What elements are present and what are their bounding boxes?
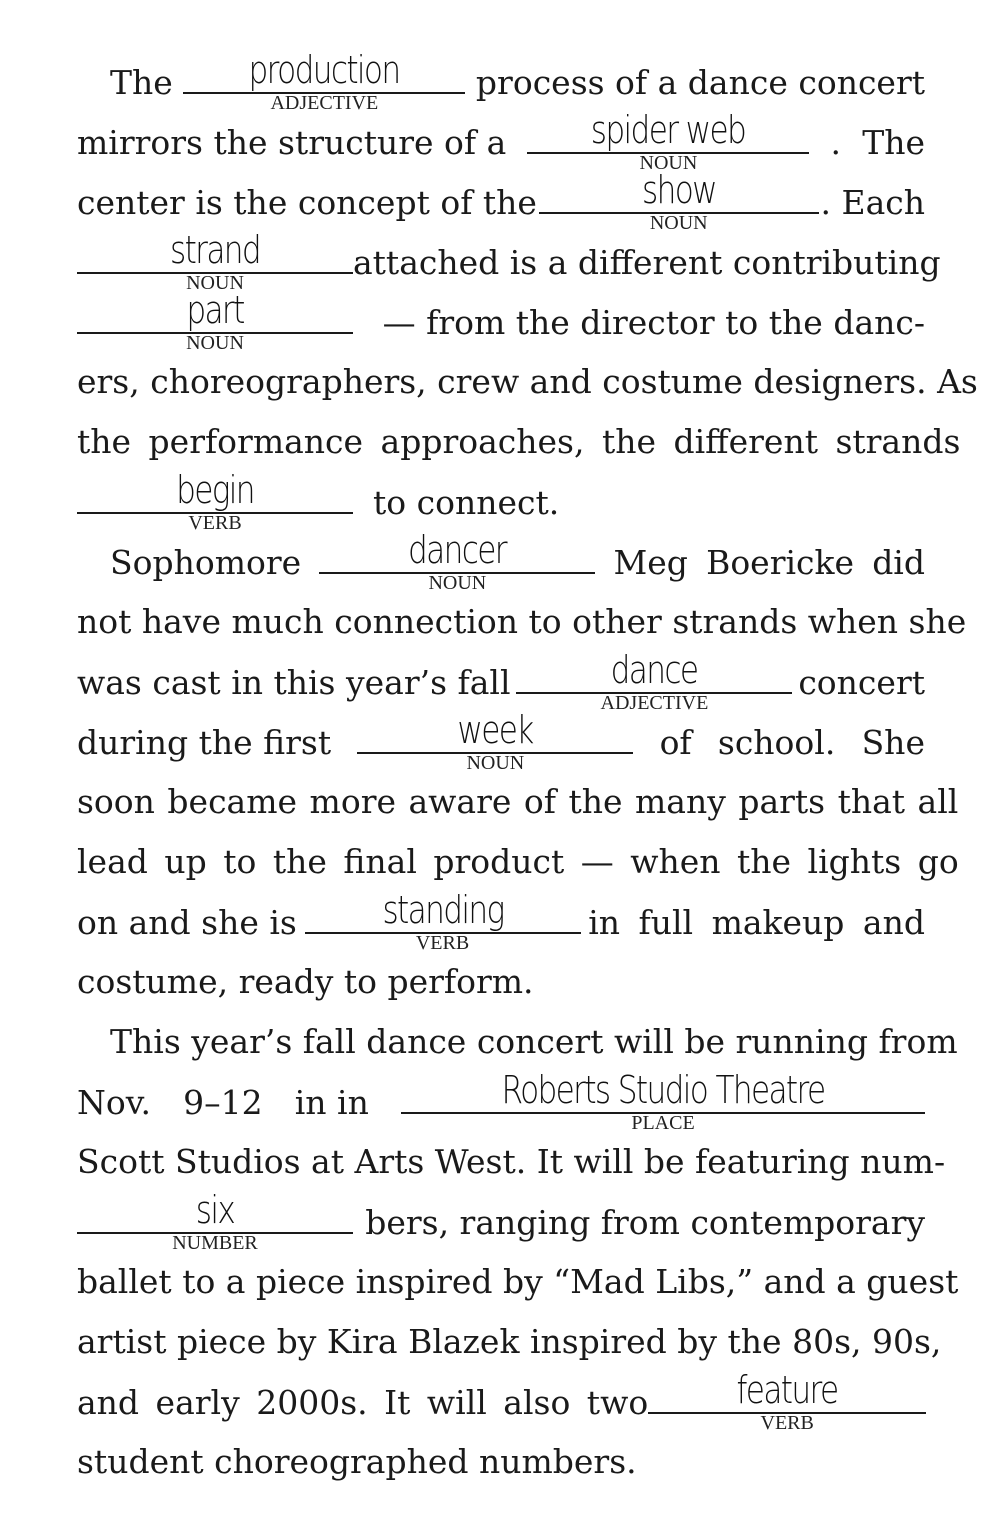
part-of-speech-label: ADJECTIVE	[600, 692, 709, 714]
part-of-speech-label: NUMBER	[172, 1232, 258, 1254]
handwritten-answer: show	[641, 168, 716, 212]
text-line	[77, 772, 959, 832]
text: This year’s fall dance concert will be running from	[110, 1022, 958, 1061]
text: student choreographed numbers.	[77, 1442, 637, 1481]
part-of-speech-label: NOUN	[639, 152, 698, 174]
text-line	[77, 352, 978, 412]
text: and early 2000s. It will also two	[77, 1383, 649, 1422]
text: — from the director to the danc-	[382, 303, 925, 342]
text: bers, ranging from contemporary	[365, 1203, 925, 1242]
blank-noun	[319, 528, 595, 594]
text-line	[77, 888, 925, 954]
text: of	[659, 723, 692, 762]
part-of-speech-label: NOUN	[186, 332, 244, 354]
text: She	[861, 723, 925, 762]
text: to connect.	[373, 483, 560, 522]
text: not have much connection to other strands when she	[77, 602, 967, 641]
text-line	[77, 832, 959, 892]
text: in full makeup and	[588, 903, 925, 942]
handwritten-answer: spider web	[591, 108, 746, 152]
handwritten-answer: six	[195, 1188, 235, 1232]
text: concert	[798, 663, 925, 702]
part-of-speech-label: VERB	[415, 932, 470, 954]
text-line	[77, 592, 967, 652]
handwritten-answer: week	[457, 708, 533, 752]
handwritten-answer: begin	[176, 468, 254, 512]
text-line	[77, 1368, 925, 1434]
text: center is the concept of the	[77, 183, 537, 222]
part-of-speech-label: NOUN	[186, 272, 244, 294]
handwritten-answer: part	[186, 288, 244, 332]
text-line	[77, 1068, 925, 1134]
blank-verb	[648, 1368, 926, 1434]
blank-adjective	[516, 648, 792, 714]
text-line	[77, 1132, 946, 1192]
blank-verb	[305, 888, 581, 954]
text-line	[77, 1012, 958, 1072]
blank-noun	[77, 228, 353, 294]
handwritten-answer: feature	[736, 1368, 838, 1412]
text: . Each	[820, 183, 925, 222]
part-of-speech-label: ADJECTIVE	[270, 92, 379, 114]
text-line	[77, 468, 925, 534]
text-line	[77, 288, 925, 354]
text: mirrors the structure of a	[77, 123, 507, 162]
text-line	[77, 952, 925, 1012]
text-line	[77, 412, 961, 472]
text: Meg	[613, 543, 688, 582]
text-line	[77, 1432, 925, 1492]
text: The	[862, 123, 925, 162]
text-line	[77, 48, 925, 114]
part-of-speech-label: VERB	[760, 1412, 814, 1434]
blank-adjective	[183, 48, 465, 114]
part-of-speech-label: PLACE	[631, 1112, 695, 1134]
part-of-speech-label: NOUN	[428, 572, 487, 594]
text-line	[77, 1188, 925, 1254]
handwritten-answer: strand	[169, 228, 261, 272]
blank-noun	[77, 288, 353, 354]
handwritten-answer: standing	[381, 888, 504, 932]
text-line	[77, 1312, 942, 1372]
part-of-speech-label: NOUN	[466, 752, 525, 774]
text: the performance approaches, the different strands	[77, 422, 961, 461]
text: on and she is	[77, 903, 297, 942]
text: costume, ready to perform.	[77, 962, 534, 1001]
text: .	[830, 123, 842, 162]
part-of-speech-label: VERB	[188, 512, 242, 534]
text-line	[77, 168, 925, 234]
text: The	[110, 63, 173, 102]
blank-noun	[357, 708, 633, 774]
text: did	[872, 543, 925, 582]
handwritten-answer: dance	[611, 648, 698, 692]
text: Sophomore	[110, 543, 302, 582]
blank-place	[401, 1068, 925, 1134]
blank-number	[77, 1188, 353, 1254]
text: ers, choreographers, crew and costume designers. As	[77, 362, 978, 401]
text: process of a dance concert	[475, 63, 925, 102]
text-line	[77, 228, 941, 294]
text: school.	[717, 723, 836, 762]
text-line	[77, 648, 925, 714]
handwritten-answer: dancer	[408, 528, 507, 572]
text: during the first	[77, 723, 332, 762]
blank-noun	[539, 168, 819, 234]
blank-verb	[77, 468, 353, 534]
text: Scott Studios at Arts West. It will be featuring num-	[77, 1142, 946, 1181]
text: artist piece by Kira Blazek inspired by the 80s, 90s,	[77, 1322, 942, 1361]
handwritten-answer: Roberts Studio Theatre	[501, 1068, 825, 1112]
text-line	[77, 1252, 959, 1312]
text: Nov.	[77, 1083, 151, 1122]
text: ballet to a piece inspired by “Mad Libs,” and a guest	[77, 1262, 959, 1301]
text-line	[77, 708, 925, 774]
text-line	[77, 108, 925, 174]
handwritten-answer: production	[248, 48, 400, 92]
text: attached is a different contributing	[353, 243, 941, 282]
text: was cast in this year’s fall	[77, 663, 511, 702]
text: in in	[294, 1083, 369, 1122]
text: Boericke	[706, 543, 855, 582]
text: soon became more aware of the many parts that all	[77, 782, 959, 821]
blank-noun	[527, 108, 809, 174]
part-of-speech-label: NOUN	[649, 212, 708, 234]
text: lead up to the final product — when the lights go	[77, 842, 959, 881]
text-line	[77, 528, 925, 594]
text: 9–12	[183, 1083, 263, 1122]
